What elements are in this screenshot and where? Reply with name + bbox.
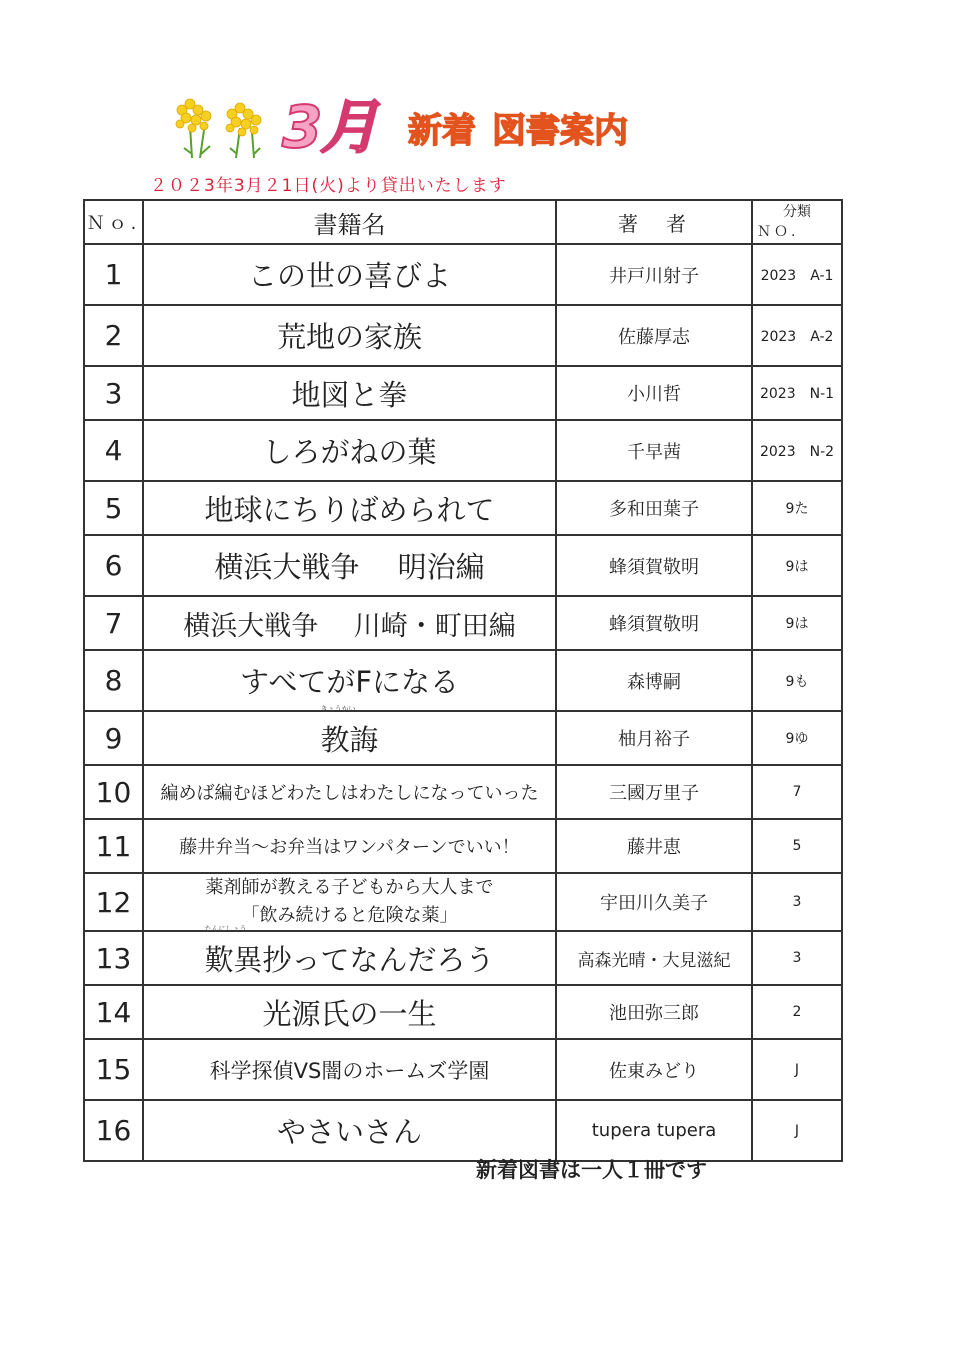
book-classification: 2023 A-1 <box>752 244 842 305</box>
book-classification: 2023 A-2 <box>752 305 842 366</box>
book-title: 横浜大戦争 明治編 <box>143 535 556 596</box>
table-row <box>84 931 842 985</box>
row-number: 13 <box>84 931 143 985</box>
row-number: 15 <box>84 1039 143 1100</box>
book-title-two-lines <box>143 873 556 931</box>
title-furigana: たんにしょう <box>204 924 247 933</box>
book-title: 科学探偵VS闇のホームズ学園 <box>143 1039 556 1100</box>
book-title: すべてがFになる <box>143 650 556 711</box>
book-title: この世の喜びよ <box>143 244 556 305</box>
table-row <box>84 873 842 931</box>
book-title: しろがねの葉 <box>143 420 556 481</box>
row-number: 14 <box>84 985 143 1039</box>
book-classification: 2023 N-2 <box>752 420 842 481</box>
table-row <box>84 765 842 819</box>
book-classification: J <box>752 1039 842 1100</box>
table-row <box>84 366 842 420</box>
book-title-line2: 「飲み続けると危険な薬」 <box>241 905 458 926</box>
table-row <box>84 1039 842 1100</box>
row-number: 10 <box>84 765 143 819</box>
book-title: 藤井弁当～お弁当はワンパターンでいい！ <box>143 819 556 873</box>
book-classification: 3 <box>752 873 842 931</box>
ruby-group <box>320 704 379 759</box>
table-row <box>84 711 842 765</box>
row-number: 16 <box>84 1100 143 1161</box>
book-author: 森博嗣 <box>556 650 752 711</box>
book-classification: 9た <box>752 481 842 535</box>
book-classification: J <box>752 1100 842 1161</box>
table-header-row <box>84 200 842 244</box>
row-number: 11 <box>84 819 143 873</box>
book-title: 編めば編むほどわたしはわたしになっていった <box>143 765 556 819</box>
book-title: 光源氏の一生 <box>143 985 556 1039</box>
book-classification: 9は <box>752 596 842 650</box>
title-new-arrivals: 新着 <box>408 111 476 151</box>
header-class-line2: ＮＯ. <box>757 224 799 240</box>
row-number: 6 <box>84 535 143 596</box>
book-classification: 9は <box>752 535 842 596</box>
book-title-line1: 薬剤師が教える子どもから大人まで <box>205 877 494 898</box>
row-number: 3 <box>84 366 143 420</box>
header-class-line1: 分類 <box>783 204 811 220</box>
table-row <box>84 420 842 481</box>
row-number: 1 <box>84 244 143 305</box>
book-author: 藤井恵 <box>556 819 752 873</box>
table-row <box>84 305 842 366</box>
book-title-with-ruby <box>143 704 556 765</box>
table-row <box>84 244 842 305</box>
header-no: Ｎｏ. <box>84 200 143 244</box>
table-row <box>84 1100 842 1161</box>
book-classification: 5 <box>752 819 842 873</box>
book-author: 高森光晴・大見滋紀 <box>556 931 752 985</box>
book-title: 地図と拳 <box>143 366 556 420</box>
lending-start-notice: ２０２3年3月２1日(火)より貸出いたします <box>150 176 507 196</box>
header-author: 著 者 <box>556 200 752 244</box>
book-author: tupera tupera <box>556 1100 752 1161</box>
table-row <box>84 535 842 596</box>
row-number: 9 <box>84 711 143 765</box>
new-books-table <box>83 199 843 1162</box>
row-number: 8 <box>84 650 143 711</box>
book-title-with-ruby <box>143 924 556 985</box>
page-header <box>170 92 690 164</box>
book-classification: 9も <box>752 650 842 711</box>
book-title: 教誨 <box>320 722 379 757</box>
table-row <box>84 985 842 1039</box>
loan-limit-note: 新着図書は一人１冊です <box>476 1158 707 1182</box>
book-title: 歎異抄ってなんだろう <box>204 942 495 977</box>
book-author: 千早茜 <box>556 420 752 481</box>
table-row <box>84 481 842 535</box>
book-author: 佐東みどり <box>556 1039 752 1100</box>
header-title: 書籍名 <box>143 200 556 244</box>
ruby-group <box>204 924 495 979</box>
book-classification: 9ゆ <box>752 711 842 765</box>
table-row <box>84 819 842 873</box>
title-book-guide: 図書案内 <box>492 111 628 151</box>
book-title: 地球にちりばめられて <box>143 481 556 535</box>
book-title: 横浜大戦争 川崎・町田編 <box>143 596 556 650</box>
book-classification: 2 <box>752 985 842 1039</box>
page-title <box>408 106 628 156</box>
book-author: 蜂須賀敬明 <box>556 596 752 650</box>
header-classification <box>752 200 842 244</box>
title-furigana: きょうかい <box>320 704 356 713</box>
book-classification: 3 <box>752 931 842 985</box>
book-author: 小川哲 <box>556 366 752 420</box>
row-number: 4 <box>84 420 143 481</box>
book-author: 柚月裕子 <box>556 711 752 765</box>
month-label: 3月 <box>282 93 377 161</box>
book-author: 蜂須賀敬明 <box>556 535 752 596</box>
book-classification: 2023 N-1 <box>752 366 842 420</box>
row-number: 2 <box>84 305 143 366</box>
table-row <box>84 650 842 711</box>
table-row <box>84 596 842 650</box>
book-author: 佐藤厚志 <box>556 305 752 366</box>
row-number: 5 <box>84 481 143 535</box>
row-number: 7 <box>84 596 143 650</box>
row-number: 12 <box>84 873 143 931</box>
book-title: やさいさん <box>143 1100 556 1161</box>
book-author: 三國万里子 <box>556 765 752 819</box>
book-author: 池田弥三郎 <box>556 985 752 1039</box>
book-author: 宇田川久美子 <box>556 873 752 931</box>
book-author: 多和田葉子 <box>556 481 752 535</box>
book-title: 荒地の家族 <box>143 305 556 366</box>
rapeseed-flower-icon <box>170 96 266 160</box>
book-author: 井戸川射子 <box>556 244 752 305</box>
book-classification: 7 <box>752 765 842 819</box>
